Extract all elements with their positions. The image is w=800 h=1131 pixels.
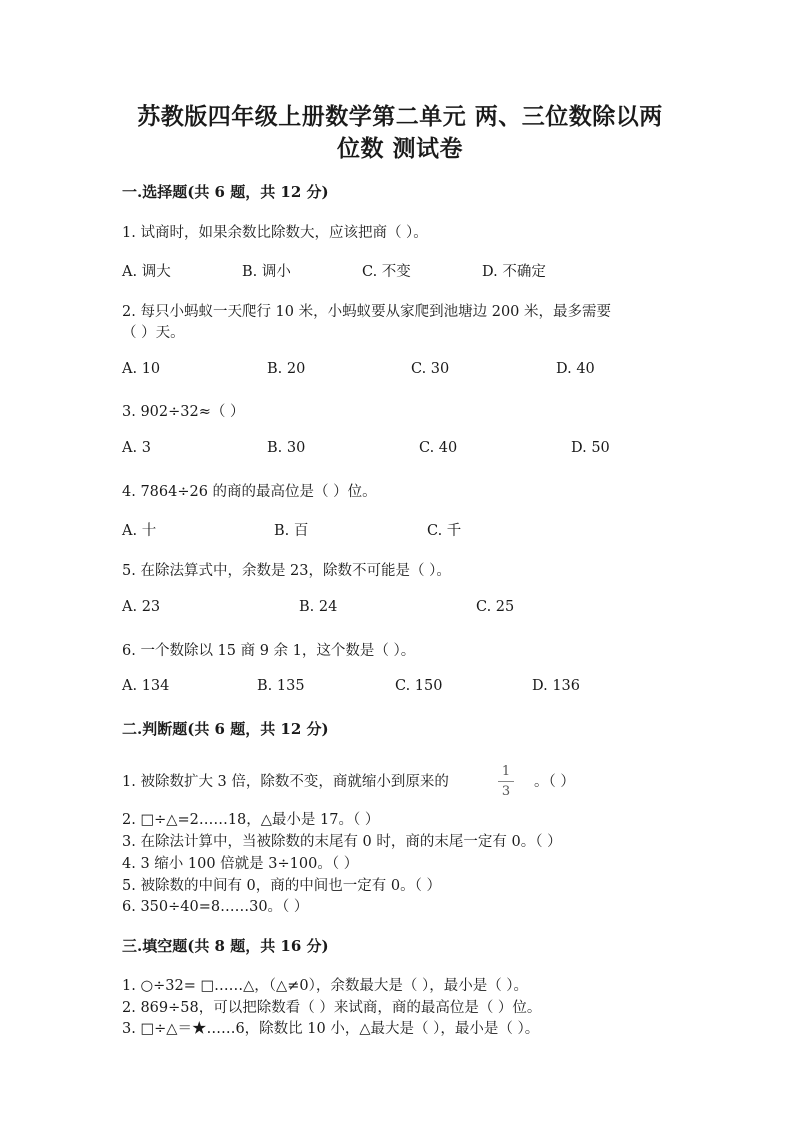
- q2-option-b: B. 20: [267, 361, 306, 377]
- question-4: 4. 7864÷26 的商的最高位是（ ）位。: [122, 484, 377, 500]
- question-2: 2. 每只小蚂蚁一天爬行 10 米，小蚂蚁要从家爬到池塘边 200 米，最多需要: [122, 304, 612, 320]
- q6-option-d: D. 136: [532, 678, 581, 694]
- judge-item-2: 2. □÷△=2……18，△最小是 17。（ ）: [122, 812, 380, 828]
- question-5: 5. 在除法算式中，余数是 23，除数不可能是（ ）。: [122, 563, 451, 579]
- fill-item-2: 2. 869÷58，可以把除数看（ ）来试商，商的最高位是（ ）位。: [122, 1000, 542, 1016]
- judge-item-4: 4. 3 缩小 100 倍就是 3÷100。（ ）: [122, 856, 359, 872]
- fraction-bar: [498, 781, 514, 782]
- q1-option-b: B. 调小: [242, 264, 291, 280]
- q1-option-a: A. 调大: [122, 264, 171, 280]
- section-heading-fill: 三.填空题(共 8 题，共 16 分): [122, 937, 329, 955]
- q5-option-a: A. 23: [122, 599, 161, 615]
- q1-option-c: C. 不变: [362, 264, 411, 280]
- q3-option-d: D. 50: [571, 440, 610, 456]
- q1-option-d: D. 不确定: [482, 264, 546, 280]
- section-heading-judge: 二.判断题(共 6 题，共 12 分): [122, 720, 329, 738]
- fraction-numerator: 1: [501, 764, 511, 779]
- q3-option-b: B. 30: [267, 440, 306, 456]
- q5-option-c: C. 25: [476, 599, 515, 615]
- q6-option-c: C. 150: [395, 678, 443, 694]
- q5-option-b: B. 24: [299, 599, 338, 615]
- question-1: 1. 试商时，如果余数比除数大，应该把商（ ）。: [122, 225, 428, 241]
- q6-option-a: A. 134: [122, 678, 170, 694]
- q4-option-a: A. 十: [122, 523, 157, 539]
- question-3: 3. 902÷32≈（ ）: [122, 404, 245, 420]
- page-title-line-2: 位数 测试卷: [336, 135, 463, 162]
- section-heading-choice: 一.选择题(共 6 题，共 12 分): [122, 183, 329, 201]
- judge-item-3: 3. 在除法计算中，当被除数的末尾有 0 时，商的末尾一定有 0。（ ）: [122, 834, 562, 850]
- q2-option-a: A. 10: [122, 361, 161, 377]
- question-2-continued: （ ）天。: [122, 325, 185, 341]
- q4-option-c: C. 千: [427, 523, 462, 539]
- fill-item-3: 3. □÷△＝★……6，除数比 10 小，△最大是（ ），最小是（ ）。: [122, 1021, 540, 1037]
- judge-item-1-blank: 。（ ）: [534, 774, 575, 790]
- q2-option-d: D. 40: [556, 361, 595, 377]
- q3-option-a: A. 3: [122, 440, 151, 456]
- fill-item-1: 1. ○÷32= □……△，（△≠0），余数最大是（ ），最小是（ ）。: [122, 978, 529, 994]
- q3-option-c: C. 40: [419, 440, 458, 456]
- q2-option-c: C. 30: [411, 361, 450, 377]
- page-title-line-1: 苏教版四年级上册数学第二单元 两、三位数除以两: [137, 103, 663, 130]
- q6-option-b: B. 135: [257, 678, 305, 694]
- judge-item-5: 5. 被除数的中间有 0，商的中间也一定有 0。（ ）: [122, 878, 441, 894]
- judge-item-1: 1. 被除数扩大 3 倍，除数不变，商就缩小到原来的: [122, 774, 449, 790]
- fraction-one-third: [498, 764, 514, 799]
- fraction-denominator: 3: [501, 784, 511, 799]
- question-6: 6. 一个数除以 15 商 9 余 1，这个数是（ ）。: [122, 643, 416, 659]
- q4-option-b: B. 百: [274, 523, 309, 539]
- judge-item-6: 6. 350÷40=8……30。（ ）: [122, 899, 309, 915]
